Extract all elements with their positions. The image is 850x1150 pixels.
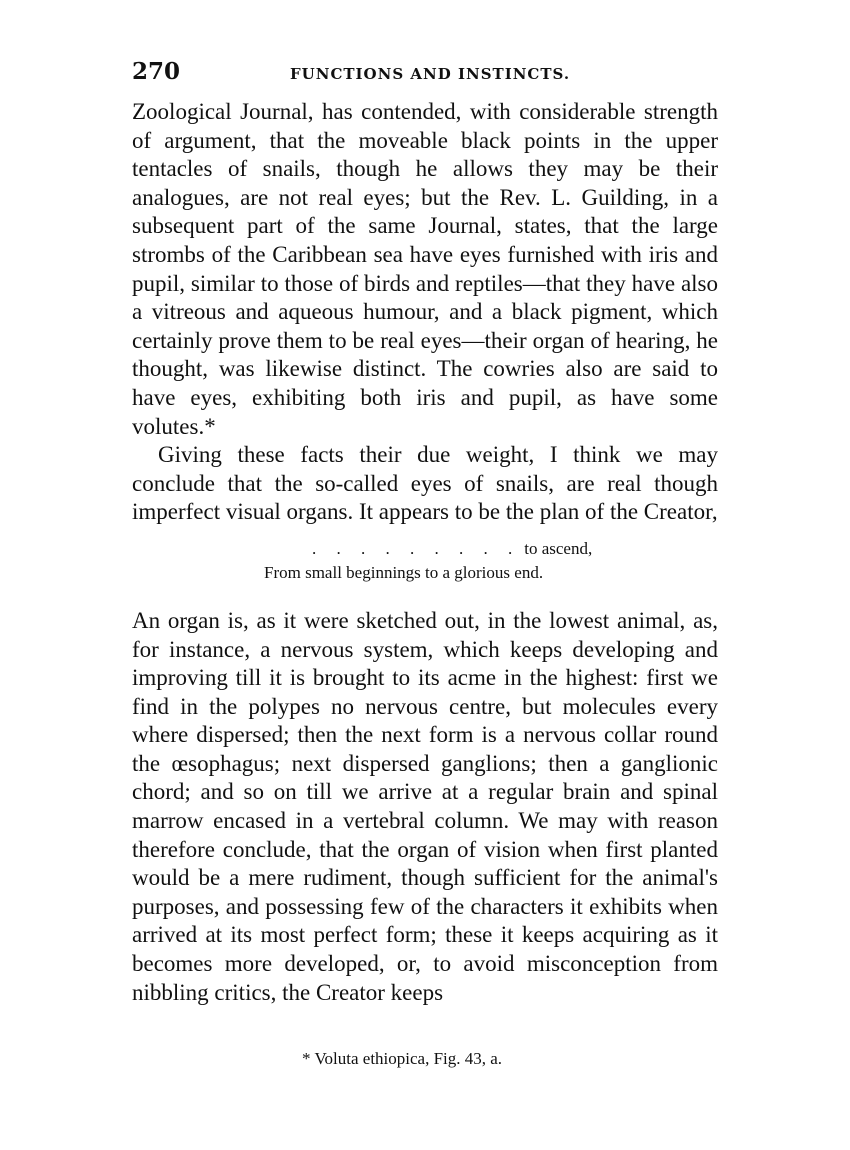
verse-quotation — [132, 537, 718, 585]
page-number: 270 — [132, 58, 181, 85]
verse-line-1 — [132, 537, 718, 561]
paragraph-1: Zoological Journal, has contended, with considerable strength of argument, that the moveable black points in the upper tentacles of snails, though he allows they may be their analogues, are not real eyes; but the Rev. L. Guilding, in a subsequent part of the same Journal, states, that the large strombs of the Caribbean sea have eyes furnished with iris and pupil, similar to those of birds and reptiles—that they have also a vitreous and aqueous humour, and a black pigment, which certainly prove them to be real eyes—their organ of hearing, he thought, was likewise distinct. The cowries also are said to have eyes, exhibiting both iris and pupil, as have some volutes.* — [132, 99, 718, 439]
paragraph-2: Giving these facts their due weight, I think we may conclude that the so-called eyes of snails, are real though imperfect visual organs. It appears to be the plan of the Creator, — [132, 442, 718, 525]
verse-line-1-text: to ascend, — [524, 538, 593, 558]
running-header — [132, 58, 718, 98]
ellipsis-dots: . . . . . . . . . — [312, 538, 521, 558]
running-title: FUNCTIONS AND INSTINCTS. — [290, 65, 571, 83]
paragraph-3: An organ is, as it were sketched out, in the lowest animal, as, for instance, a nervous system, which keeps developing and improving till it is brought to its acme in the highest: first we find in the polypes no nervous centre, but molecules every where dispersed; then the next form is a nervous collar round the œsophagus; next dispersed ganglions; then a ganglionic chord; and so on till we arrive at a regular brain and spinal marrow encased in a vertebral column. We may with reason therefore conclude, that the organ of vision when first planted would be a mere rudiment, though sufficient for the animal's purposes, and possessing few of the characters it exhibits when arrived at its most perfect form; these it keeps acquiring as it becomes more developed, or, to avoid misconception from nibbling critics, the Creator keeps — [132, 607, 718, 1005]
verse-line-2: From small beginnings to a glorious end. — [264, 562, 544, 582]
book-page — [132, 58, 718, 1007]
footnote: * Voluta ethiopica, Fig. 43, a. — [302, 1049, 503, 1068]
